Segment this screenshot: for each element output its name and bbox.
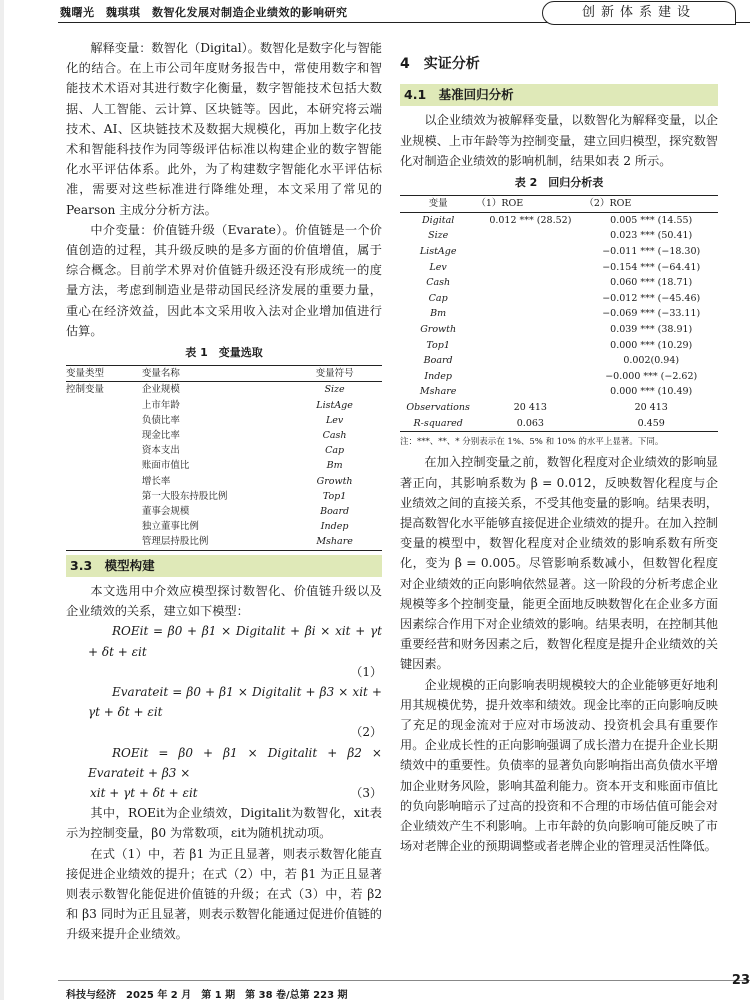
table2-cell — [476, 228, 584, 244]
table2-cell — [476, 291, 584, 307]
table2-cell: Mshare — [419, 386, 457, 398]
table1-cell: 增长率 — [141, 475, 171, 487]
table1-cell: 独立董事比例 — [141, 521, 199, 533]
equation-3-line1: ROEit = β0 + β1 × Digitalit + β2 × Evarateit + β3 × — [88, 745, 382, 780]
table2 — [400, 195, 718, 432]
table2-cell: Bm — [430, 308, 447, 320]
table2-cell: 20 413 — [634, 401, 668, 413]
table2-cell: Digital — [422, 214, 455, 226]
table2-cell — [476, 384, 584, 400]
table1-row — [66, 458, 382, 473]
table1 — [66, 365, 382, 550]
footer-rule — [58, 980, 750, 981]
table1-cell: Cap — [325, 445, 345, 457]
table1-row — [66, 428, 382, 443]
table1-cell: 负债比率 — [141, 414, 180, 426]
table2-note: 注：***、**、* 分别表示在 1%、5% 和 10% 的水平上显著。下同。 — [400, 437, 664, 448]
table2-cell: R-squared — [413, 417, 463, 429]
table1-row — [66, 504, 382, 519]
table1-cell — [66, 443, 142, 458]
equation-2-number: （2） — [350, 725, 382, 740]
table2-row — [400, 384, 718, 400]
right-column — [400, 58, 718, 856]
table1-row — [66, 474, 382, 489]
table2-row — [400, 353, 718, 369]
table1-cell: Bm — [326, 460, 343, 472]
table2-cell: −0.000 *** (−2.62) — [605, 370, 698, 382]
table1-cell: 董事会规模 — [141, 506, 190, 518]
table2-row — [400, 322, 718, 338]
left-column — [66, 38, 382, 945]
table2-row — [400, 228, 718, 244]
table1-cell: 企业规模 — [141, 384, 180, 396]
table2-header: （2）ROE — [584, 196, 718, 213]
table1-cell — [66, 504, 142, 519]
table1-cell — [66, 413, 142, 428]
paragraph-model-intro: 本文选用中介效应模型探讨数智化、价值链升级以及企业绩效的关系，建立如下模型： — [66, 583, 382, 619]
table1-cell: 控制变量 — [66, 384, 105, 396]
section-heading-4: 4 实证分析 — [400, 56, 480, 72]
table2-cell: 0.459 — [637, 417, 665, 429]
table1-row — [66, 534, 382, 550]
table1-row — [66, 413, 382, 428]
table1-cell — [66, 398, 142, 413]
table1-row — [66, 398, 382, 413]
table2-cell — [476, 353, 584, 369]
table2-cell — [476, 369, 584, 385]
table1-cell — [66, 474, 142, 489]
table2-caption: 表 2 回归分析表 — [514, 176, 604, 190]
table2-row — [400, 306, 718, 322]
table2-cell: 0.002(0.94) — [623, 355, 680, 367]
table1-header: 变量类型 — [66, 366, 142, 382]
table2-cell: 0.000 *** (10.49) — [610, 386, 693, 398]
table1-cell: Mshare — [316, 536, 353, 548]
left-margin-strip — [0, 0, 4, 1000]
table2-row — [400, 369, 718, 385]
table2-cell: 0.005 *** (14.55) — [610, 214, 693, 226]
table2-row — [400, 291, 718, 307]
table1-cell: Size — [324, 384, 345, 396]
table1-cell: 账面市值比 — [141, 460, 190, 472]
table1-cell: ListAge — [316, 399, 353, 411]
table1-header: 变量符号 — [287, 366, 382, 382]
table2-cell: Board — [423, 355, 453, 367]
table2-row — [400, 416, 718, 432]
table1-cell: Indep — [320, 521, 349, 533]
table1-cell — [66, 534, 142, 550]
table1-cell: 上市年龄 — [141, 399, 180, 411]
table2-header: （1）ROE — [476, 196, 584, 213]
table1-row — [66, 382, 382, 398]
table2-cell — [476, 275, 584, 291]
paragraph-mediator-variable: 中介变量：价值链升级（Evarate）。价值链是一个价值创造的过程，其升级反映的是多方面的价值增值，属于综合概念。目前学术界对价值链升级还没有形成统一的度量方法，考虑到制造业是带动国民经济发展的重要力量，重心在经济效益，因此本文采用收入法对企业增加值进行估算。 — [66, 222, 382, 338]
journal-footer: 科技与经济 2025 年 2 月 第 1 期 第 38 卷/总第 223 期 — [66, 990, 348, 1001]
table2-row — [400, 275, 718, 291]
table2-cell: 0.060 *** (18.71) — [610, 277, 693, 289]
table2-cell: −0.069 *** (−33.11) — [602, 308, 701, 320]
section-heading-3-3: 3.3 模型构建 — [66, 555, 382, 577]
table2-cell: ListAge — [419, 246, 457, 257]
table2-row — [400, 244, 718, 260]
table1-header: 变量名称 — [142, 366, 287, 382]
table1-cell: 管理层持股比例 — [141, 536, 209, 548]
paragraph-explanatory-variable: 解释变量：数智化（Digital）。数智化是数字化与智能化的结合。在上市公司年度财务报告中，常使用数字和智能技术术语对其进行数字化衡量，数字智能技术包括大数据、人工智能、云计算、区块链等。因此，本研究将云端技术、AI、区块链技术及数据大规模化，再加上数字化技术和智能科技作为同等级评估标准以构建企业的数字智能化水平评估体系。此外，为了构建数字智能化水平评估标准，需要对这些标准进行降维处理，本文采用了常见的 Pearson 主成分分析方法。 — [66, 41, 382, 217]
table1-cell: Board — [320, 506, 350, 518]
table2-cell — [476, 260, 584, 276]
table1-cell: 现金比率 — [141, 430, 180, 442]
table1-header-row — [66, 366, 382, 382]
table1-cell — [66, 519, 142, 534]
paragraph-regression-intro: 以企业绩效为被解释变量，以数智化为解释变量，以企业规模、上市年龄等为控制变量，建立回归模型，探究数智化对制造企业绩效的影响机制，结果如表 2 所示。 — [400, 113, 718, 168]
table2-cell: 0.063 — [516, 417, 544, 429]
table2-cell — [476, 306, 584, 322]
table1-row — [66, 489, 382, 504]
table2-cell: Observations — [406, 401, 470, 413]
table2-row — [400, 212, 718, 228]
table2-cell: Lev — [429, 261, 447, 273]
table2-cell: −0.154 *** (−64.41) — [602, 261, 701, 273]
table2-cell: 0.000 *** (10.29) — [610, 339, 693, 351]
section-box: 创新体系建设 — [542, 1, 736, 25]
table2-cell: Cash — [426, 277, 451, 289]
table2-cell: 20 413 — [513, 401, 547, 413]
paragraph-model-interpretation: 在式（1）中，若 β1 为正且显著，则表示数智化能直接促进企业绩效的提升；在式（2）中，若 β1 为正且显著则表示数智化能促进价值链的升级；在式（3）中，若 β2 和 β3 同时为正且显著，则表示数智化能通过促进价值链的升级来提升企业绩效。 — [66, 846, 382, 942]
table2-cell — [476, 322, 584, 338]
equation-3-number: （3） — [350, 785, 382, 800]
table2-cell: Indep — [424, 370, 452, 382]
table1-cell: 第一大股东持股比例 — [141, 490, 228, 502]
table2-cell: 0.023 *** (50.41) — [610, 230, 693, 242]
running-header: 魏曙光 魏琪琪 数智化发展对制造企业绩效的影响研究 — [60, 6, 348, 19]
table2-cell: Growth — [420, 323, 457, 335]
page-number: 23 — [731, 973, 750, 988]
table1-cell: Growth — [316, 475, 353, 487]
table2-cell: Top1 — [426, 339, 450, 351]
equation-1: ROEit = β0 + β1 × Digitalit + βi × xit + γt + δt + εit — [88, 624, 382, 659]
table1-cell — [66, 428, 142, 443]
equation-1-number: （1） — [350, 664, 382, 679]
table2-cell: 0.012 *** (28.52) — [489, 214, 572, 226]
paragraph-model-notation: 其中，ROEit为企业绩效，Digitalit为数智化，xit表示为控制变量，β0 为常数项，εit为随机扰动项。 — [66, 806, 382, 841]
table2-row — [400, 400, 718, 416]
paragraph-control-effects: 企业规模的正向影响表明规模较大的企业能够更好地利用其规模优势，提升效率和绩效。现金比率的正向影响反映了充足的现金流对于应对市场波动、投资机会具有重要作用。企业成长性的正向影响强调了成长潜力在提升企业长期绩效中的重要性。负债率的显著负向影响指出高负债水平增加企业财务风险，影响其盈利能力。资本开支和账面市值比的负向影响暗示了过高的投资和不合理的市场估值可能会对企业绩效产生不利影响。上市年龄的负向影响可能反映了市场对老牌企业的预期调整或者老牌企业的管理灵活性降低。 — [400, 677, 718, 854]
table2-cell: Cap — [428, 292, 448, 304]
table2-row — [400, 338, 718, 354]
table1-cell: Top1 — [322, 490, 347, 502]
table1-cell: Lev — [325, 414, 344, 426]
table2-cell: −0.012 *** (−45.46) — [602, 292, 701, 304]
section-heading-4-1: 4.1 基准回归分析 — [400, 84, 718, 106]
paragraph-regression-results: 在加入控制变量之前，数智化程度对企业绩效的影响显著正向，其影响系数为 β = 0.012，反映数智化程度与企业绩效之间的直接关系，不受其他变量的影响。结果表明，提高数智化水平能够直接促进企业绩效的提升。在加入控制变量的模型中，数智化程度对企业绩效的影响系数有所变化，变为 β = 0.005。尽管影响系数减小，但数智化程度对企业绩效的正向影响依然显著。这一阶段的分析考虑企业规模等多个控制变量，能更全面地反映数智化在企业多方面因素综合作用下对企业绩效的影响。结果表明，在控制其他重要经营和财务因素之后，数智化程度是提升企业绩效的关键因素。 — [400, 455, 718, 672]
table2-cell: −0.011 *** (−18.30) — [602, 246, 701, 257]
table1-row — [66, 519, 382, 534]
table2-header: 变量 — [400, 196, 476, 213]
equation-2: Evarateit = β0 + β1 × Digitalit + β3 × xit + γt + δt + εit — [88, 684, 382, 720]
table2-row — [400, 260, 718, 276]
table1-cell — [66, 458, 142, 473]
table2-cell: 0.039 *** (38.91) — [610, 323, 693, 335]
table1-row — [66, 443, 382, 458]
table2-cell: Size — [428, 230, 449, 242]
table2-cell — [476, 338, 584, 354]
table1-cell: Cash — [322, 430, 347, 442]
table1-cell: 资本支出 — [141, 445, 180, 457]
table1-cell — [66, 489, 142, 504]
table1-caption: 表 1 变量选取 — [185, 346, 263, 360]
table2-header-row — [400, 196, 718, 213]
equation-3-line2: xit + γt + δt + εit — [90, 785, 198, 800]
table2-cell — [476, 244, 584, 260]
